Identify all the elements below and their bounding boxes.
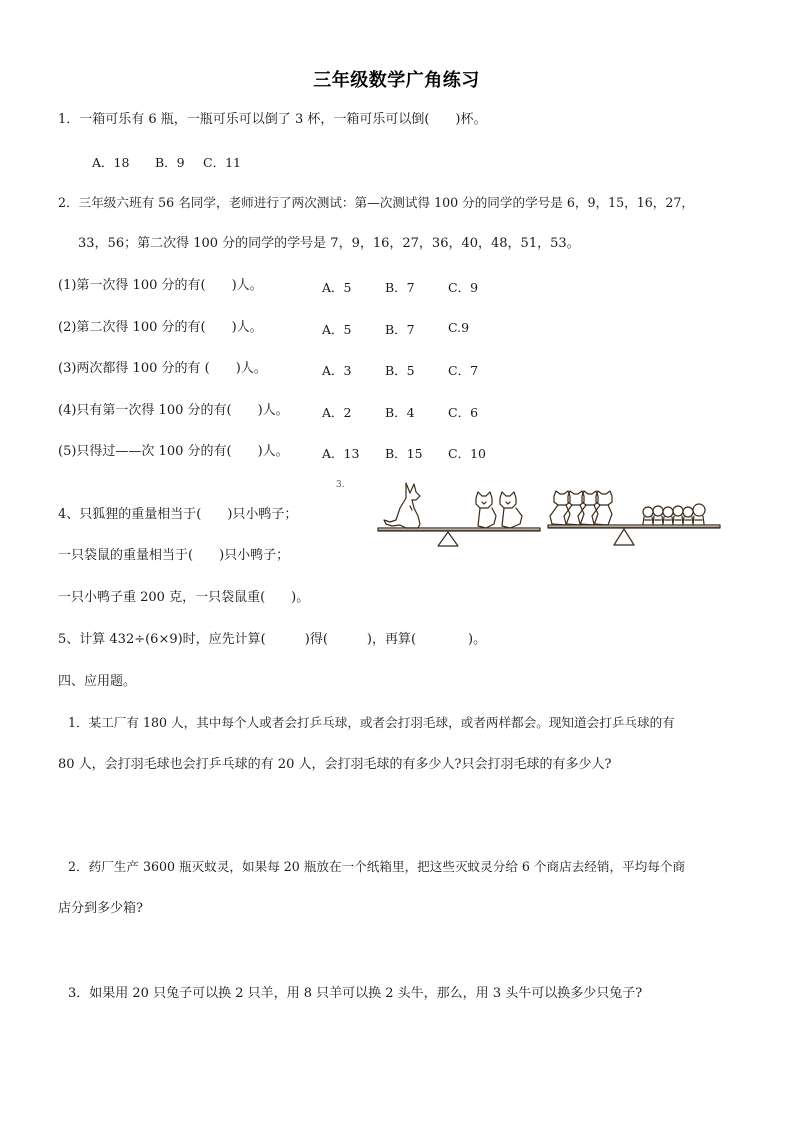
figure-label: 3.: [336, 480, 345, 490]
sub-question-text: (2)第二次得 100 分的有( )人。: [58, 320, 263, 335]
seesaw-figure: [336, 478, 736, 558]
option-b: B．7: [385, 322, 415, 337]
seesaw-1: [378, 483, 540, 546]
option-b: B．5: [385, 363, 415, 378]
fox-icon: [550, 491, 570, 525]
page-title: 三年级数学广角练习: [313, 70, 480, 91]
question-5-text: 5、计算 432÷(6×9)时，应先计算( )得( )，再算( )。: [58, 632, 487, 647]
option-c: C．9: [448, 280, 479, 295]
sub-question-text: (1)第一次得 100 分的有( )人。: [58, 278, 263, 293]
duck-icon: [663, 507, 673, 524]
option-c: C．10: [448, 446, 486, 461]
problem-1-line-2: 80 人，会打羽毛球也会打乒乓球的有 20 人，会打羽毛球的有多少人?只会打羽毛球的有多少人?: [58, 757, 612, 772]
problem-3-line-1: 3．如果用 20 只兔子可以换 2 只羊，用 8 只羊可以换 2 头牛，那么，用 3 头牛可以换多少只兔子?: [68, 986, 643, 1001]
duck-icon: [693, 504, 705, 524]
option-a: A．3: [322, 363, 352, 378]
problem-2-line-1: 2．药厂生产 3600 瓶灭蚊灵，如果每 20 瓶放在一个纸箱里，把这些灭蚊灵分给 6 个商店去经销，平均每个商: [68, 859, 686, 874]
option-a: A．2: [322, 405, 352, 420]
question-1-text: 1．一箱可乐有 6 瓶，一瓶可乐可以倒了 3 杯，一箱可乐可以倒( )杯。: [58, 112, 487, 127]
option-c: C．6: [448, 405, 479, 420]
sub-question-text: (5)只得过——次 100 分的有( )人。: [58, 444, 289, 459]
option-b: B．4: [385, 405, 415, 420]
question-4-line-3: 一只小鸭子重 200 克，一只袋鼠重( )。: [58, 590, 310, 605]
option-c: C.9: [448, 320, 470, 335]
option-a: A．5: [322, 322, 352, 337]
option-c: C．11: [203, 155, 241, 170]
duck-icon: [653, 506, 663, 524]
problem-1-line-1: 1．某工厂有 180 人，其中每个人或者会打乒乓球，或者会打羽毛球，或者两样都会。现知道会打乒乓球的有: [68, 715, 675, 730]
fox-icon: [500, 492, 522, 528]
question-4-line-2: 一只袋鼠的重量相当于( )只小鸭子；: [58, 548, 290, 563]
option-a: A．5: [322, 280, 352, 295]
option-a: A．18: [92, 155, 130, 170]
kangaroo-icon: [384, 483, 420, 528]
sub-question-text: (3)两次都得 100 分的有 ( )人。: [58, 361, 267, 376]
duck-icon: [643, 507, 653, 524]
seesaw-2: [548, 491, 720, 545]
option-b: B．7: [385, 280, 415, 295]
sub-question-text: (4)只有第一次得 100 分的有( )人。: [58, 403, 289, 418]
section-4-heading: 四、应用题。: [58, 674, 137, 689]
option-a: A．13: [322, 446, 360, 461]
option-c: C．7: [448, 363, 479, 378]
duck-icon: [673, 506, 683, 524]
question-2-line-1: 2．三年级六班有 56 名同学，老师进行了两次测试：第—次测试得 100 分的同学的学号是 6，9，15，16，27，: [58, 195, 694, 210]
question-2-line-2: 33，56；第二次得 100 分的同学的学号是 7，9，16，27，36，40，48，51，53。: [78, 236, 580, 251]
problem-2-line-2: 店分到多少箱?: [58, 901, 143, 916]
option-b: B．9: [155, 155, 185, 170]
question-4-line-1: 4、只狐狸的重量相当于( )只小鸭子；: [58, 507, 298, 522]
duck-icon: [683, 507, 693, 524]
option-b: B．15: [385, 446, 423, 461]
fox-icon: [476, 492, 496, 528]
